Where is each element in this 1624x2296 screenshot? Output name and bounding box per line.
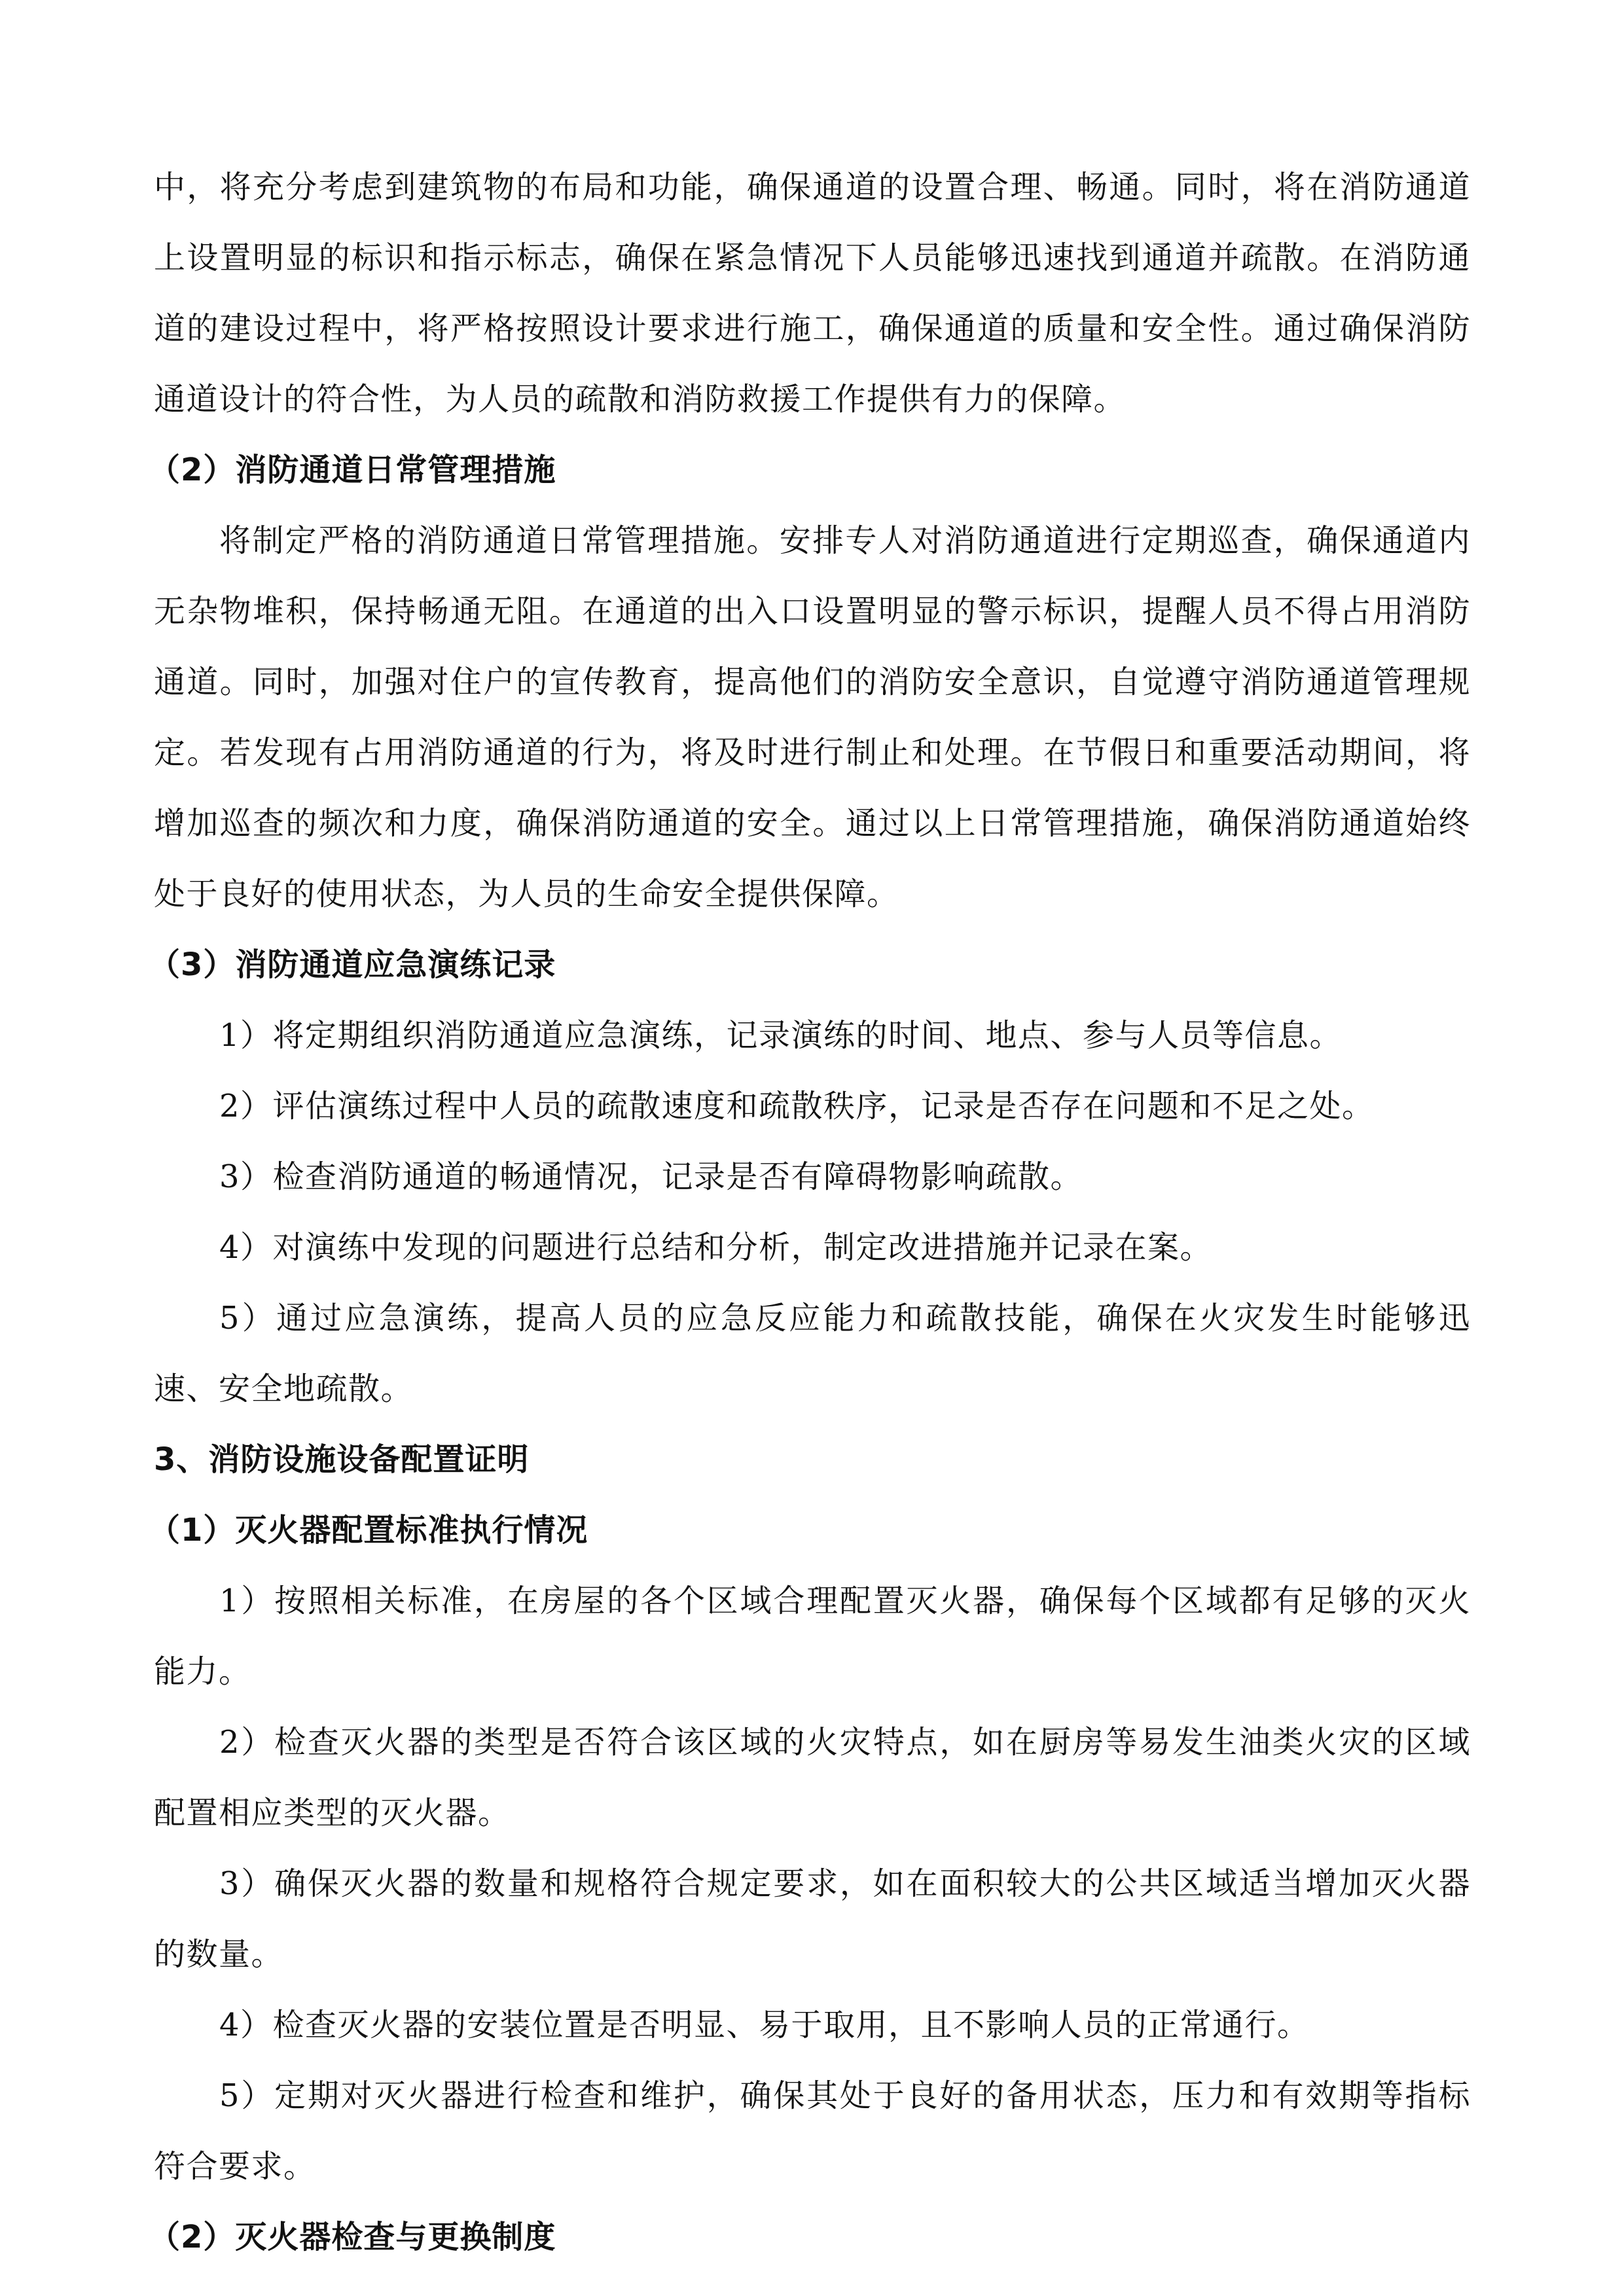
list-item-drill-4: 4）对演练中发现的问题进行总结和分析，制定改进措施并记录在案。 [219, 1229, 1213, 1266]
document-page [149, 152, 1471, 2272]
subheading-daily-management: （2）消防通道日常管理措施 [149, 452, 556, 488]
body-paragraph-passage-design: 中，将充分考虑到建筑物的布局和功能，确保通道的设置合理、畅通。同时，将在消防通道上设置明显的标识和指示标志，确保在紧急情况下人员能够迅速找到通道并疏散。在消防通道的建设过程中，将严格按照设计要求进行施工，确保通道的质量和安全性。通过确保消防通道设计的符合性，为人员的疏散和消防救援工作提供有力的保障。 [154, 169, 1471, 418]
subheading-extinguisher-standard: （1）灭火器配置标准执行情况 [149, 1512, 588, 1549]
list-item-drill-2: 2）评估演练过程中人员的疏散速度和疏散秩序，记录是否存在问题和不足之处。 [219, 1088, 1375, 1124]
subheading-extinguisher-inspection: （2）灭火器检查与更换制度 [149, 2219, 556, 2255]
body-paragraph-daily-management: 将制定严格的消防通道日常管理措施。安排专人对消防通道进行定期巡查，确保通道内无杂物堆积，保持畅通无阻。在通道的出入口设置明显的警示标识，提醒人员不得占用消防通道。同时，加强对住户的宣传教育，提高他们的消防安全意识，自觉遵守消防通道管理规定。若发现有占用消防通道的行为，将及时进行制止和处理。在节假日和重要活动期间，将增加巡查的频次和力度，确保消防通道的安全。通过以上日常管理措施，确保消防通道始终处于良好的使用状态，为人员的生命安全提供保障。 [154, 522, 1471, 912]
list-item-drill-3: 3）检查消防通道的畅通情况，记录是否有障碍物影响疏散。 [219, 1158, 1083, 1195]
list-item-extinguisher-2: 2）检查灭火器的类型是否符合该区域的火灾特点，如在厨房等易发生油类火灾的区域配置相应类型的灭火器。 [154, 1724, 1471, 1831]
list-item-extinguisher-4: 4）检查灭火器的安装位置是否明显、易于取用，且不影响人员的正常通行。 [219, 2007, 1310, 2043]
section-heading-equipment: 3、消防设施设备配置证明 [154, 1441, 530, 1478]
list-item-drill-1: 1）将定期组织消防通道应急演练，记录演练的时间、地点、参与人员等信息。 [219, 1017, 1343, 1054]
list-item-extinguisher-1: 1）按照相关标准，在房屋的各个区域合理配置灭火器，确保每个区域都有足够的灭火能力。 [154, 1583, 1471, 1690]
subheading-drill-records: （3）消防通道应急演练记录 [149, 946, 556, 983]
list-item-extinguisher-3: 3）确保灭火器的数量和规格符合规定要求，如在面积较大的公共区域适当增加灭火器的数量。 [154, 1865, 1471, 1973]
list-item-drill-5: 5）通过应急演练，提高人员的应急反应能力和疏散技能，确保在火灾发生时能够迅速、安全地疏散。 [154, 1300, 1471, 1407]
list-item-extinguisher-5: 5）定期对灭火器进行检查和维护，确保其处于良好的备用状态，压力和有效期等指标符合要求。 [154, 2077, 1471, 2185]
